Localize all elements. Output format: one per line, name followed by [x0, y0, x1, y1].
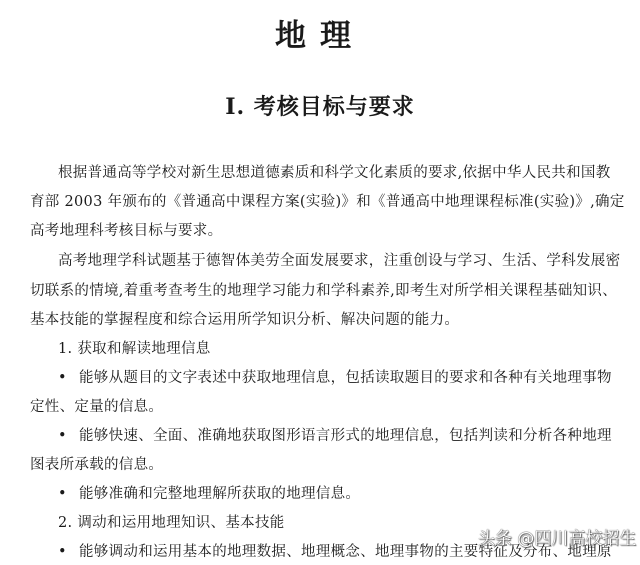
bullet-line: [58, 425, 612, 447]
bullet-icon: •: [58, 370, 67, 386]
section-title: Ⅰ. 考核目标与要求: [225, 94, 415, 120]
bullet-icon: •: [58, 544, 67, 560]
paragraph-line: 切联系的情境,着重考查考生的地理学习能力和学科素养,即考生对所学相关课程基础知识、: [30, 283, 618, 299]
bullet-text: 能够从题目的文字表述中获取地理信息，包括读取题目的要求和各种有关地理事物: [79, 370, 612, 386]
bullet-text: 能够准确和完整地理解所获取的地理信息。: [79, 486, 361, 502]
paragraph-line: 育部 2003 年颁布的《普通高中课程方案(实验)》和《普通高中地理课程标准(实验)》,确定: [30, 194, 625, 210]
paragraph-line: 高考地理学科试题基于德智体美劳全面发展要求，注重创设与学习、生活、学科发展密: [58, 253, 621, 269]
bullet-icon: •: [58, 428, 67, 444]
bullet-text: 能够快速、全面、准确地获取图形语言形式的地理信息，包括判读和分析各种地理: [79, 428, 612, 444]
bullet-text: 能够调动和运用基本的地理数据、地理概念、地理事物的主要特征及分布、地理原: [79, 544, 612, 560]
paragraph-line: 根据普通高等学校对新生思想道德素质和科学文化素质的要求,依据中华人民共和国教: [58, 165, 611, 181]
bullet-continuation: 定性、定量的信息。: [30, 399, 164, 415]
bullet-icon: •: [58, 486, 67, 502]
bullet-line: [58, 483, 586, 505]
item-heading: 2. 调动和运用地理知识、基本技能: [58, 515, 285, 531]
item-heading: 1. 获取和解读地理信息: [58, 341, 211, 357]
document-title: 地理: [275, 18, 365, 54]
bullet-continuation: 图表所承载的信息。: [30, 457, 164, 473]
paragraph-line: 基本技能的掌握程度和综合运用所学知识分析、解决问题的能力。: [30, 312, 460, 328]
paragraph-line: 高考地理科考核目标与要求。: [30, 223, 223, 239]
bullet-line: [58, 367, 612, 389]
watermark: 头条 @四川高校招生: [478, 529, 637, 549]
